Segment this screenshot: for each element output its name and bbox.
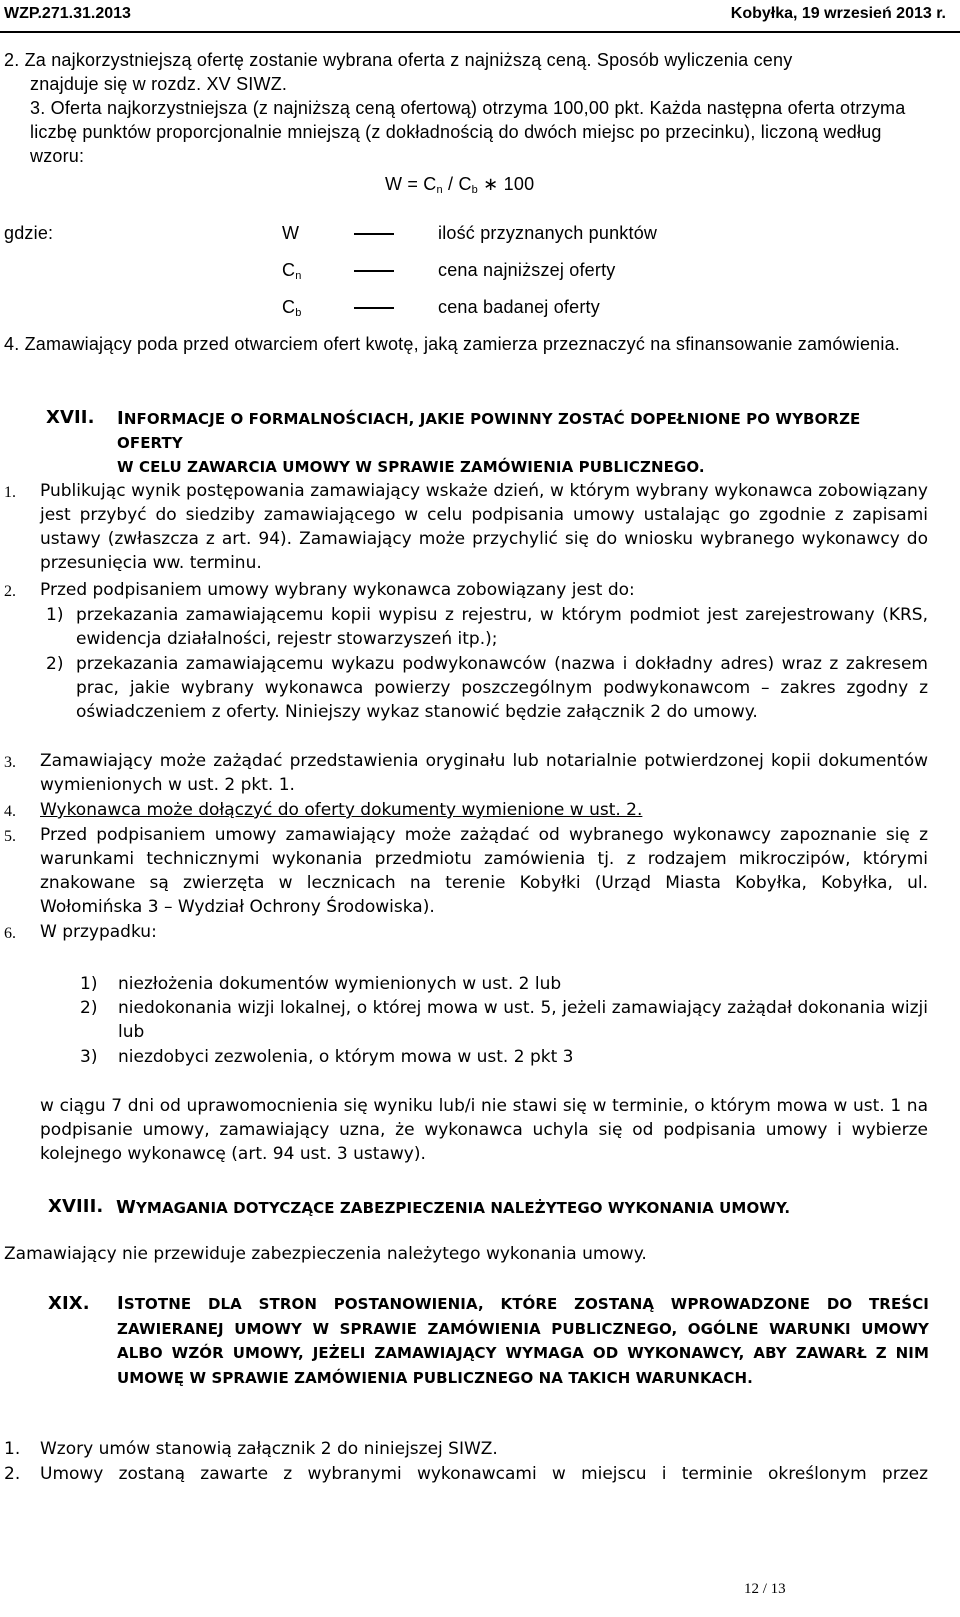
- item-number: 2.: [4, 583, 16, 600]
- item-number: 4.: [4, 803, 16, 820]
- subitem-number: 1): [80, 974, 98, 994]
- section-17-number: XVII.: [46, 407, 95, 428]
- sec17-item-5: Przed podpisaniem umowy zamawiający może zażądać od wybranego wykonawcy zapoznanie się z warunkami technicznymi wykonania przedmiotu zamówienia tj. z rodzajem mikroczipów, którymi znakowane są zwierzęta w lecznicach na terenie Kobyłki (Urząd Miasta Kobyłka, Kobyłka, ul. Wołomińska 3 – Wydział Ochrony Środowiska).: [40, 825, 928, 917]
- doc-date: Kobyłka, 19 wrzesień 2013 r.: [730, 5, 946, 22]
- sec17-closing: w ciągu 7 dni od uprawomocnienia się wyniku lub/i nie stawi się w terminie, o którym mowa w ust. 1 na podpisanie umowy, zamawiający uzna, że wykonawca uchyla się od podpisania umowy i wybierze kolejnego wykonawcę (art. 94 ust. 3 ustawy).: [40, 1096, 928, 1164]
- subitem-number: 1): [46, 605, 64, 625]
- section-17-title: INFORMACJE O FORMALNOŚCIACH, JAKIE POWINNY ZOSTAĆ DOPEŁNIONE PO WYBORZE OFERTY W CELU ZAWARCIA UMOWY W SPRAWIE ZAMÓWIENIA PUBLICZNEGO.: [117, 408, 861, 476]
- legend-sym-cb: $C_b$: [282, 297, 302, 319]
- point-3-b: Każda następna oferta otrzyma liczbę punktów proporcjonalnie mniejszą (z dokładnością do dwóch miejsc po przecinku), liczoną według wzoru:: [30, 98, 906, 166]
- sec17-item-1: Publikując wynik postępowania zamawiający wskaże dzień, w którym wybrany wykonawca zobowiązany jest przybyć do siedziby zamawiającego w celu podpisania umowy ustalając go zgodnie z zapisami ustawy (zwłaszcza z art. 94). Zamawiający może przychylić się do wniosku wybranego wykonawcy do przesunięcia ww. terminu.: [40, 481, 928, 573]
- section-19-number: XIX.: [48, 1293, 90, 1314]
- item-number: 2.: [4, 1464, 21, 1484]
- sec17-item-2: Przed podpisaniem umowy wybrany wykonawca zobowiązany jest do:: [40, 580, 635, 600]
- point-2-line1: 2. Za najkorzystniejszą ofertę zostanie wybrana oferta z najniższą ceną. Sposób wyliczenia ceny: [4, 50, 793, 70]
- sec19-item-2: Umowy zostaną zawarte z wybranymi wykonawcami w miejscu i terminie określonym przez: [40, 1464, 928, 1484]
- legend-sym-w: W: [282, 223, 300, 243]
- sec17-item-6-sub-2: niedokonania wizji lokalnej, o której mowa w ust. 5, jeżeli zamawiający zażądał dokonania wizji lub: [118, 998, 928, 1042]
- formula: $W = C_n / C_b$ ∗ 100: [385, 174, 535, 196]
- gdzie-label: gdzie:: [4, 223, 54, 243]
- legend-desc-cn: cena najniższej oferty: [438, 260, 616, 280]
- sec19-item-1: Wzory umów stanowią załącznik 2 do niniejszej SIWZ.: [40, 1439, 498, 1459]
- subitem-number: 2): [80, 998, 98, 1018]
- subitem-number: 3): [80, 1047, 98, 1067]
- item-number: 5.: [4, 828, 16, 845]
- sec17-item-3: Zamawiający może zażądać przedstawienia oryginału lub notarialnie potwierdzonej kopii dokumentów wymienionych w ust. 2 pkt. 1.: [40, 751, 928, 795]
- sec17-item-2-sub-1: przekazania zamawiającemu kopii wypisu z rejestru, w którym podmiot jest zarejestrowany (KRS, ewidencja działalności, rejestr stowarzyszeń itp.);: [76, 605, 928, 649]
- item-number: 1.: [4, 484, 16, 501]
- item-number: 6.: [4, 925, 16, 942]
- legend-sym-cn: $C_n$: [282, 260, 302, 282]
- legend-dash: [354, 270, 394, 272]
- point-3: [30, 96, 930, 168]
- section-18-number: XVIII.: [48, 1196, 104, 1217]
- page-number: 12 / 13: [744, 1581, 786, 1597]
- point-4: 4. Zamawiający poda przed otwarciem ofert kwotę, jaką zamierza przeznaczyć na sfinansowanie zamówienia.: [4, 334, 900, 354]
- sec17-item-6: W przypadku:: [40, 922, 157, 942]
- sec17-item-6-sub-3: niezdobyci zezwolenia, o którym mowa w ust. 2 pkt 3: [118, 1047, 574, 1067]
- point-2-line2: znajduje się w rozdz. XV SIWZ.: [30, 74, 288, 94]
- legend-dash: [354, 233, 394, 235]
- item-number: 3.: [4, 754, 16, 771]
- legend-dash: [354, 307, 394, 309]
- section-18-text: Zamawiający nie przewiduje zabezpieczenia należytego wykonania umowy.: [4, 1244, 647, 1264]
- header-rule: [0, 31, 960, 33]
- doc-reference: WZP.271.31.2013: [4, 5, 131, 22]
- legend-desc-w: ilość przyznanych punktów: [438, 223, 658, 243]
- item-number: 1.: [4, 1439, 21, 1459]
- sec17-item-6-sub-1: niezłożenia dokumentów wymienionych w ust. 2 lub: [118, 974, 562, 994]
- sec17-item-2-sub-2: przekazania zamawiającemu wykazu podwykonawców (nazwa i dokładny adres) wraz z zakresem prac, jakie wybrany wykonawca powierzy poszczególnym podwykonawcom – zakres zgodny z oświadczeniem z oferty. Niniejszy wykaz stanowić będzie załącznik 2 do umowy.: [76, 654, 928, 722]
- sec17-item-4: Wykonawca może dołączyć do oferty dokumenty wymienione w ust. 2.: [40, 800, 643, 820]
- section-18-title: WYMAGANIA DOTYCZĄCE ZABEZPIECZENIA NALEŻYTEGO WYKONANIA UMOWY.: [116, 1197, 791, 1218]
- point-3-a: 3. Oferta najkorzystniejsza (z najniższą ceną ofertową) otrzyma 100,00 pkt.: [30, 98, 645, 118]
- subitem-number: 2): [46, 654, 64, 674]
- section-19-title: ISTOTNE DLA STRON POSTANOWIENIA, KTÓRE ZOSTANĄ WPROWADZONE DO TREŚCI ZAWIERANEJ UMOWY W SPRAWIE ZAMÓWIENIA PUBLICZNEGO, OGÓLNE WARUNKI UMOWY ALBO WZÓR UMOWY, JEŻELI ZAMAWIAJĄCY WYMAGA OD WYKONAWCY, ABY ZAWARŁ Z NIM UMOWĘ W SPRAWIE ZAMÓWIENIA PUBLICZNEGO NA TAKICH WARUNKACH.: [117, 1293, 929, 1387]
- legend-desc-cb: cena badanej oferty: [438, 297, 600, 317]
